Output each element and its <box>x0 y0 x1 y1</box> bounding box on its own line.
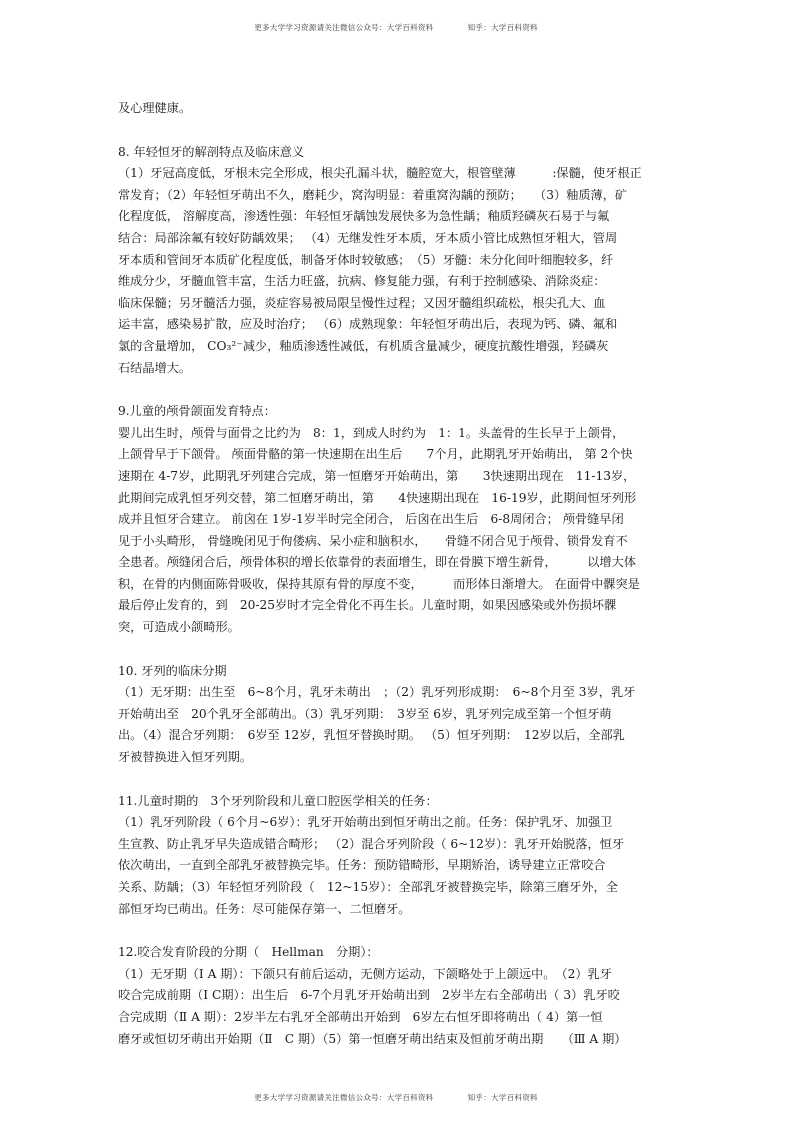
paragraph-line: 见于小头畸形， 骨缝晚闭见于佝偻病、呆小症和脑积水， 骨缝不闭合见于颅骨、锁骨发育不 <box>118 533 628 548</box>
document-body <box>118 98 678 1050</box>
footer-zhihu-note: 知乎：大学百科资料 <box>467 1093 538 1102</box>
intro-line: 及心理健康。 <box>118 101 192 115</box>
section-title: 10. 牙列的临床分期 <box>118 663 227 678</box>
paragraph-line: （1）无牙期（Ⅰ A 期）：下颌只有前后运动，无侧方运动，下颌略处于上颌远中。 （2）乳牙 <box>118 966 612 981</box>
paragraph-line: 结合：局部涂氟有较好防龋效果； （4）无继发性牙本质，牙本质小管比成熟恒牙粗大，管周 <box>118 230 618 245</box>
paragraph-line: 氯的含量增加， CO₃²⁻减少，釉质渗透性减低，有机质含量减少，硬度抗酸性增强，羟磷灰 <box>118 338 609 353</box>
header-zhihu-note: 知乎：大学百科资料 <box>467 23 538 32</box>
header-wechat-note: 更多大学学习资源请关注微信公众号：大学百科资料 <box>254 23 434 32</box>
section-title: 8. 年轻恒牙的解剖特点及临床意义 <box>118 144 305 159</box>
section-9 <box>118 401 678 639</box>
paragraph-line: 咬合完成前期（Ⅰ C期）：出生后 6-7个月乳牙开始萌出到 2岁半左右全部萌出（ 3）乳牙咬 <box>118 988 620 1003</box>
paragraph-line: 婴儿出生时，颅骨与面骨之比约为 8：1，到成人时约为 1：1。头盖骨的生长早于上颌骨， <box>118 425 625 440</box>
footer-wechat-note: 更多大学学习资源请关注微信公众号：大学百科资料 <box>254 1093 434 1102</box>
section-title: 12.咬合发育阶段的分期（ Hellman 分期）： <box>118 945 379 960</box>
paragraph-line: 常发育；（2）年轻恒牙萌出不久，磨耗少，窝沟明显：着重窝沟龋的预防； （3）釉质薄，矿 <box>118 187 628 202</box>
paragraph-line: 生宣教、防止乳牙早失造成错合畸形； （2）混合牙列阶段（ 6~12岁）：乳牙开始脱落，恒牙 <box>118 836 625 851</box>
paragraph-line: 成并且恒牙合建立。 前囟在 1岁-1岁半时完全闭合， 后囟在出生后 6-8周闭合； 颅骨缝早闭 <box>118 512 624 527</box>
paragraph-line: 运丰富，感染易扩散，应及时治疗； （6）成熟现象：年轻恒牙萌出后，表现为钙、磷、氟和 <box>118 317 618 332</box>
page-header <box>0 22 792 33</box>
paragraph-line: 最后停止发育的，到 20-25岁时才完全骨化不再生长。儿童时期，如果因感染或外伤损坏髁 <box>118 598 617 613</box>
paragraph-line: （1）牙冠高度低，牙根未完全形成，根尖孔漏斗状，髓腔宽大，根管壁薄 :保髓，使牙根正 <box>118 166 642 181</box>
paragraph-line: 维成分少，牙髓血管丰富，生活力旺盛，抗病、修复能力强，有利于控制感染、消除炎症： <box>118 274 606 289</box>
paragraph-line: 出。（4）混合牙列期： 6岁至 12岁，乳恒牙替换时期。 （5）恒牙列期： 12岁以后，全部乳 <box>118 728 625 743</box>
paragraph-line: 开始萌出至 20个乳牙全部萌出。（3）乳牙列期： 3岁至 6岁，乳牙列完成至第一个恒牙萌 <box>118 706 612 721</box>
section-10 <box>118 661 678 769</box>
paragraph-line: 化程度低， 溶解度高，渗透性强：年轻恒牙龋蚀发展快多为急性龋；釉质羟磷灰石易于与氟 <box>118 209 610 224</box>
section-title: 9.儿童的颅骨颌面发育特点： <box>118 404 276 419</box>
paragraph-line: 依次萌出，一直到全部乳牙被替换完毕。任务：预防错畸形，早期矫治，诱导建立正常咬合 <box>118 858 606 873</box>
paragraph-line: 上颌骨早于下颌骨。 颅面骨骼的第一快速期在出生后 7个月，此期乳牙开始萌出， 第 2个快 <box>118 447 633 462</box>
section-12 <box>118 942 678 1050</box>
paragraph-line: 此期间完成乳恒牙列交替，第二恒磨牙萌出，第 4快速期出现在 16-19岁，此期间恒牙列形 <box>118 490 637 505</box>
paragraph-line: 石结晶增大。 <box>118 360 192 375</box>
section-title: 11.儿童时期的 3个牙列阶段和儿童口腔医学相关的任务： <box>118 793 438 808</box>
paragraph-line: 突，可造成小颌畸形。 <box>118 620 240 635</box>
paragraph-line: （1）无牙期：出生至 6~8个月，乳牙未萌出 ；（2）乳牙列形成期： 6~8个月至 3岁，乳牙 <box>118 685 636 700</box>
paragraph-line: 牙被替换进入恒牙列期。 <box>118 750 253 765</box>
page-footer <box>0 1092 792 1103</box>
paragraph-line: 磨牙或恒切牙萌出开始期（Ⅱ C 期）（5）第一恒磨牙萌出结束及恒前牙萌出期 （Ⅲ A 期） <box>118 1031 627 1046</box>
paragraph-line: 积，在骨的内侧面陈骨吸收，保持其原有骨的厚度不变， 而形体日渐增大。 在面骨中髁突是 <box>118 576 640 591</box>
paragraph-line: 全患者。颅缝闭合后，颅骨体积的增长依靠骨的表面增生，即在骨膜下增生新骨， 以增大体 <box>118 555 636 570</box>
paragraph-line: 临床保髓；另牙髓活力强，炎症容易被局限呈慢性过程；又因牙髓组织疏松，根尖孔大、血 <box>118 295 606 310</box>
section-11 <box>118 791 678 921</box>
section-8 <box>118 142 678 380</box>
paragraph-line: 速期在 4-7岁，此期乳牙列建合完成，第一恒磨牙开始萌出，第 3快速期出现在 11-13岁， <box>118 468 636 483</box>
paragraph-line: 合完成期（Ⅱ A 期）：2岁半左右乳牙全部萌出开始到 6岁左右恒牙即将萌出（ 4）第一恒 <box>118 1009 603 1024</box>
paragraph-line: 牙本质和管间牙本质矿化程度低，制备牙体时较敏感； （5）牙髓：未分化间叶细胞较多，纤 <box>118 252 614 267</box>
paragraph-line: （1）乳牙列阶段（ 6个月~6岁）：乳牙开始萌出到恒牙萌出之前。任务：保护乳牙、加强卫 <box>118 815 613 830</box>
paragraph-line: 部恒牙均已萌出。任务：尽可能保存第一、二恒磨牙。 <box>118 901 411 916</box>
paragraph-line: 关系、防龋；（3）年轻恒牙列阶段（ 12~15岁）：全部乳牙被替换完毕，除第三磨牙外，全 <box>118 880 618 894</box>
